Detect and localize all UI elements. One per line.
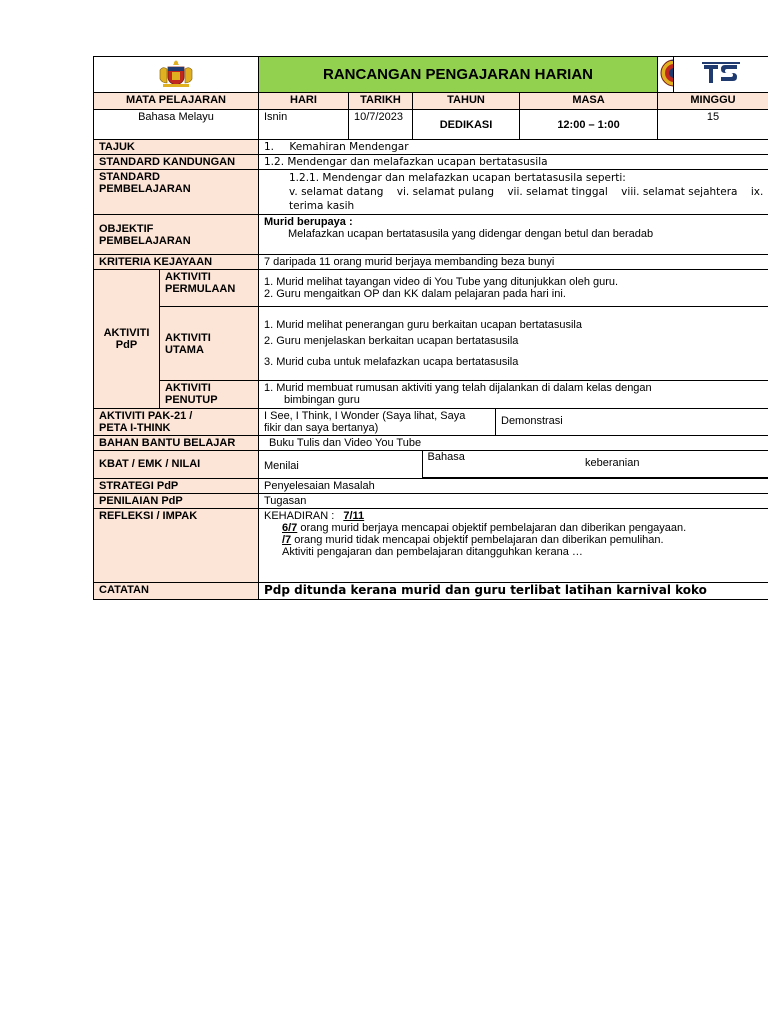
school-crest-icon [659,58,674,88]
label-kriteria: KRITERIA KEJAYAAN [94,255,259,270]
header-tahun: TAHUN [413,93,520,110]
label-penutup-1: AKTIVITI [165,382,211,394]
permulaan-item-1: 1. Murid melihat tayangan video di You Tube yang ditunjukkan oleh guru. [264,276,619,288]
value-aktiviti-utama [259,307,768,381]
refleksi-line-2 [264,534,763,546]
value-kriteria: 7 daripada 11 orang murid berjaya membanding beza bunyi [259,255,768,270]
objektif-intro: Murid berupaya : [264,216,353,228]
label-pak21-1: AKTIVITI PAK-21 / [99,410,193,422]
permulaan-item-2: 2. Guru mengaitkan OP dan KK dalam pelajaran pada hari ini. [264,288,566,300]
label-permulaan-1: AKTIVITI [165,271,211,283]
value-kbat-row [259,451,768,479]
refleksi-line-1-text: orang murid berjaya mencapai objektif pembelajaran dan diberikan pengayaan. [297,521,687,534]
tajuk-number: 1. [264,141,275,153]
refleksi-line-1 [264,522,763,534]
label-utama-2: UTAMA [165,343,204,356]
utama-item-2: 2. Guru menjelaskan berkaitan ucapan bertatasusila [264,335,519,347]
value-mata-pelajaran: Bahasa Melayu [94,110,259,140]
kehadiran-value: 7/11 [343,509,365,522]
kbat-inner-table [259,451,768,478]
header-hari: HARI [259,93,349,110]
value-standard-kandungan: 1.2. Mendengar dan melafazkan ucapan bertatasusila [259,155,768,170]
label-kbat: KBAT / EMK / NILAI [94,451,259,479]
rph-table [93,56,768,600]
jata-negara-icon [157,58,195,88]
refleksi-line-3: Aktiviti pengajaran dan pembelajaran ditangguhkan kerana … [282,545,583,558]
value-aktiviti-penutup [259,381,768,409]
refleksi-line-2-num: /7 [282,533,292,546]
value-objektif [259,215,768,255]
label-standard-pembelajaran [94,170,259,215]
value-strategi: Penyelesaian Masalah [259,478,768,493]
utama-item-3: 3. Murid cuba untuk melafazkan ucapa bertatasusila [264,356,519,368]
label-penilaian: PENILAIAN PdP [94,493,259,508]
utama-item-1: 1. Murid melihat penerangan guru berkaitan ucapan bertatasusila [264,319,582,331]
ts25-logo-icon [701,59,741,87]
kehadiran-line [264,510,763,522]
value-masa: 12:00 – 1:00 [520,110,658,140]
label-refleksi: REFLEKSI / IMPAK [94,508,259,582]
label-aktiviti-penutup [160,381,259,409]
label-pak21-2: PETA I-THINK [99,422,171,434]
label-aktiviti-pdp-1: AKTIVITI [103,327,150,339]
value-penilaian: Tugasan [259,493,768,508]
sp-line-2: v. selamat datang vi. selamat pulang vii. selamat tinggal viii. selamat sejahtera ix. [289,186,764,198]
penutup-line-2: bimbingan guru [284,394,360,406]
page-title: RANCANGAN PENGAJARAN HARIAN [259,57,658,93]
value-nilai: keberanian [580,451,768,477]
school-logo-cell [658,57,674,93]
value-tahun: DEDIKASI [413,110,520,140]
label-catatan: CATATAN [94,582,259,599]
value-refleksi [259,508,768,582]
header-masa: MASA [520,93,658,110]
value-hari: Isnin [259,110,349,140]
refleksi-line-1-num: 6/7 [282,521,298,534]
label-objektif [94,215,259,255]
penutup-line-1: 1. Murid membuat rumusan aktiviti yang telah dijalankan di dalam kelas dengan [264,382,652,394]
value-emk: Bahasa [422,451,580,477]
ts25-logo-cell [674,57,768,93]
value-tarikh: 10/7/2023 [349,110,413,140]
value-pak21-ithink [259,409,496,436]
value-bahan: Buku Tulis dan Video You Tube [259,436,768,451]
label-aktiviti-pdp-2: PdP [115,339,138,351]
label-bahan: BAHAN BANTU BELAJAR [94,436,259,451]
label-standard-kandungan: STANDARD KANDUNGAN [94,155,259,170]
pak21-value-2: fikir dan saya bertanya) [264,422,379,434]
sp-line-1: 1.2.1. Mendengar dan melafazkan ucapan bertatasusila seperti: [289,172,626,184]
value-kbat: Menilai [264,460,299,472]
label-aktiviti-permulaan [160,270,259,307]
value-pak21-demonstrasi: Demonstrasi [496,409,768,436]
sp-line-3: terima kasih [289,200,355,212]
value-minggu: 15 [658,110,768,140]
label-strategi: STRATEGI PdP [94,478,259,493]
tajuk-text: Kemahiran Mendengar [289,141,409,153]
jata-negara-logo-cell [94,57,259,93]
label-utama-1: AKTIVITI [165,331,211,344]
label-standard-pembelajaran-1: STANDARD [99,171,160,183]
value-tajuk [259,140,768,155]
value-catatan: Pdp ditunda kerana murid dan guru terlibat latihan karnival koko [259,582,768,599]
label-aktiviti-pdp [94,270,160,409]
label-aktiviti-utama [160,307,259,381]
label-penutup-2: PENUTUP [165,394,218,406]
label-objektif-2: PEMBELAJARAN [99,234,191,247]
pak21-value-1: I See, I Think, I Wonder (Saya lihat, Saya [264,410,466,422]
header-minggu: MINGGU [658,93,768,110]
value-standard-pembelajaran [259,170,768,215]
value-aktiviti-permulaan [259,270,768,307]
objektif-text: Melafazkan ucapan bertatasusila yang didengar dengan betul dan beradab [288,228,654,240]
label-pak21 [94,409,259,436]
label-permulaan-2: PERMULAAN [165,283,236,295]
kehadiran-label: KEHADIRAN : [264,509,338,522]
header-tarikh: TARIKH [349,93,413,110]
label-standard-pembelajaran-2: PEMBELAJARAN [99,183,191,195]
header-mata-pelajaran: MATA PELAJARAN [94,93,259,110]
label-objektif-1: OBJEKTIF [99,222,154,235]
label-tajuk: TAJUK [94,140,259,155]
refleksi-line-2-text: orang murid tidak mencapai objektif pembelajaran dan diberikan pemulihan. [291,533,664,546]
